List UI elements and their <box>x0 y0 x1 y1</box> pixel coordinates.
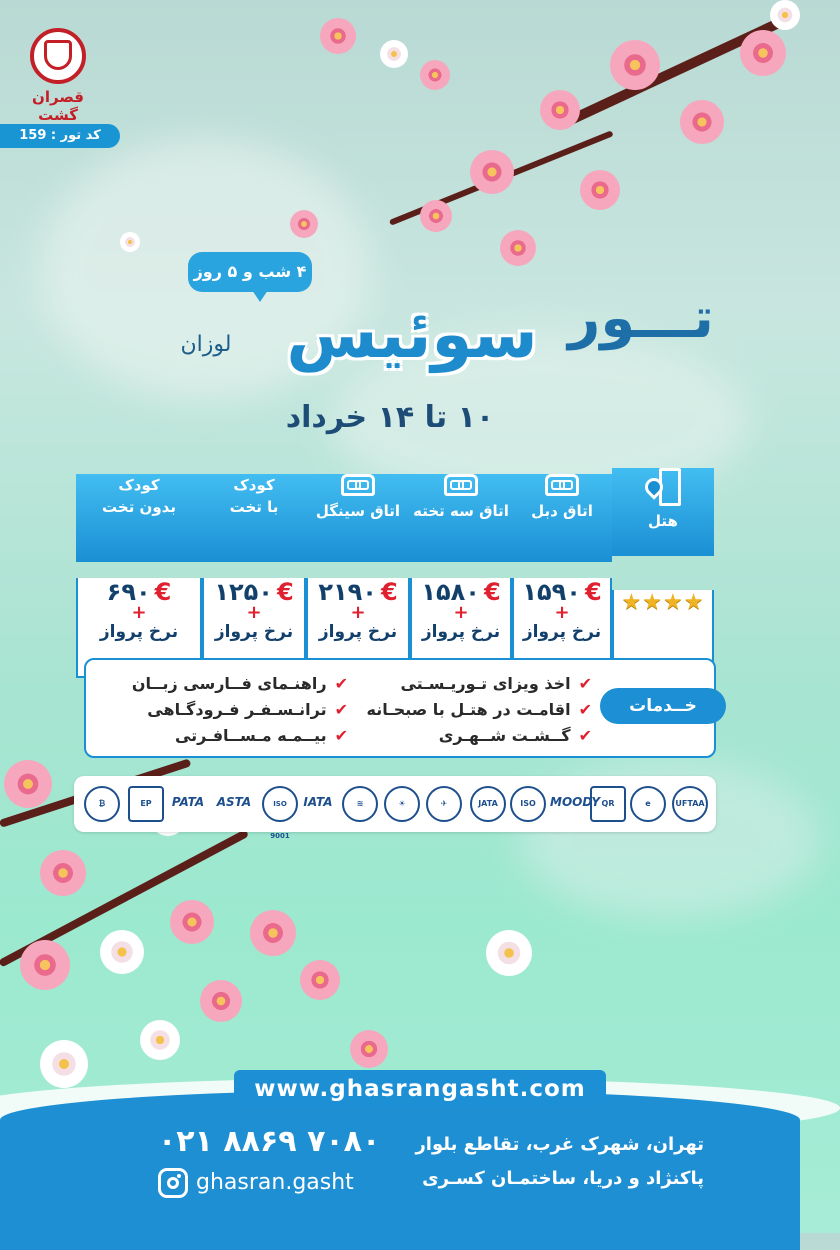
cherry-blossom <box>290 210 318 238</box>
cherry-blossom <box>320 18 356 54</box>
cherry-blossom <box>740 30 786 76</box>
cherry-blossom <box>486 930 532 976</box>
check-icon: ✔ <box>334 726 348 745</box>
price-value: ۱۵۸۰ € <box>421 578 501 606</box>
check-icon: ✔ <box>334 700 348 719</box>
check-icon: ✔ <box>578 726 592 745</box>
cherry-blossom <box>420 200 452 232</box>
cherry-blossom <box>380 40 408 68</box>
price-table <box>76 458 716 648</box>
room-title: کودک <box>233 476 275 494</box>
service-item: ✔راهنـمای فــارسی زبــان <box>131 674 348 693</box>
airline-logo: ✈ <box>426 786 462 822</box>
brand-name: قصران گشت <box>32 88 84 124</box>
flight-fare-note: نرخ پرواز <box>522 622 602 642</box>
cherry-blossom <box>250 910 296 956</box>
hotel-header-label: هتل <box>648 512 678 530</box>
uftaa-logo: UFTAA <box>672 786 708 822</box>
cherry-blossom <box>350 1030 388 1068</box>
room-title: کودک <box>118 476 160 494</box>
shield-icon <box>44 40 72 70</box>
association-logo: ☀ <box>384 786 420 822</box>
room-column-single <box>306 458 410 646</box>
cherry-blossom <box>500 230 536 266</box>
cherry-blossom <box>170 900 214 944</box>
cherry-blossom <box>4 760 52 808</box>
page-title: سوئیس <box>286 296 538 373</box>
affiliation-logos <box>74 776 716 840</box>
service-item: ✔گــشـت شــهـری <box>438 726 592 745</box>
asta-logo: ASTA <box>216 795 252 809</box>
iata-logo: IATA <box>303 795 333 809</box>
address-line-2: پاکنژاد و دریا، ساختمـان کسـری <box>422 1168 704 1189</box>
flight-fare-note: نرخ پرواز <box>421 622 501 642</box>
ministry-logo: ≋ <box>342 786 378 822</box>
room-column-child-with-bed <box>202 458 306 646</box>
services-label: خــدمات <box>600 688 726 724</box>
iso-9001-logo: ISO 9001 <box>262 786 298 822</box>
instagram-handle[interactable]: ghasran.gasht <box>196 1170 354 1195</box>
check-icon: ✔ <box>334 674 348 693</box>
brand-logo[interactable] <box>18 28 96 124</box>
flight-fare-note: نرخ پرواز <box>214 622 294 642</box>
check-icon: ✔ <box>578 700 592 719</box>
price-value: ۶۹۰ € <box>106 578 172 606</box>
cherry-blossom <box>120 232 140 252</box>
flight-fare-note: نرخ پرواز <box>99 622 179 642</box>
room-header <box>306 474 410 562</box>
price-value: ۱۲۵۰ € <box>214 578 294 606</box>
moody-logo: MOODY <box>550 795 601 809</box>
cherry-blossom <box>140 1020 180 1060</box>
room-title: اتاق سه تخته <box>413 502 509 520</box>
check-icon: ✔ <box>578 674 592 693</box>
iso-logo: ISO <box>510 786 546 822</box>
room-subtitle: بدون تخت <box>102 498 176 516</box>
plus-sign: + <box>350 602 366 623</box>
cherry-blossom <box>20 940 70 990</box>
jata-logo: JATA <box>470 786 506 822</box>
cherry-blossom <box>470 150 514 194</box>
price-value: ۱۵۹۰ € <box>522 578 602 606</box>
plus-sign: + <box>246 602 262 623</box>
room-column-double <box>512 458 612 646</box>
plus-sign: + <box>131 602 147 623</box>
cherry-blossom <box>420 60 450 90</box>
cherry-blossom <box>580 170 620 210</box>
cherry-blossom <box>770 0 800 30</box>
cherry-blossom <box>200 980 242 1022</box>
bed-icon <box>341 474 375 496</box>
pata-logo: PATA <box>171 795 205 809</box>
qr-logo: QR <box>590 786 626 822</box>
ep-logo: EP <box>128 786 164 822</box>
hotel-column <box>612 458 714 646</box>
cherry-blossom <box>40 1040 88 1088</box>
room-column-triple <box>410 458 512 646</box>
hotel-header <box>612 468 714 556</box>
service-item: ✔اخذ ویزای تـوریـسـتی <box>400 674 592 693</box>
duration-badge: ۴ شب و ۵ روز <box>188 252 312 292</box>
address <box>404 1128 704 1196</box>
cherry-blossom <box>40 850 86 896</box>
cherry-blossom <box>680 100 724 144</box>
tour-code-badge: کد تور : 159 <box>0 124 120 148</box>
price-value: ۲۱۹۰ € <box>318 578 398 606</box>
phone-number[interactable]: ۰۲۱ ۸۸۶۹ ۷۰۸۰ <box>158 1124 381 1159</box>
flight-fare-note: نرخ پرواز <box>318 622 398 642</box>
enamad-logo: e <box>630 786 666 822</box>
room-title: اتاق دبل <box>531 502 593 520</box>
room-title: اتاق سینگل <box>315 502 401 520</box>
instagram-icon <box>158 1168 188 1198</box>
room-header <box>512 474 612 562</box>
plus-sign: + <box>554 602 570 623</box>
hotel-location-icon <box>645 468 681 508</box>
room-subtitle: با تخت <box>229 498 279 516</box>
cherry-blossom <box>300 960 340 1000</box>
plus-sign: + <box>453 602 469 623</box>
title-tour-word: تـــور <box>568 286 714 351</box>
star-rating: ★★★★ <box>621 590 705 615</box>
room-header <box>202 474 306 562</box>
room-header <box>410 474 512 562</box>
tour-dates: ۱۰ تا ۱۴ خرداد <box>285 400 495 435</box>
room-column-child-without-bed <box>76 458 202 646</box>
service-item: ✔ترانـسـفـر فـرودگـاهی <box>147 700 348 719</box>
cherry-blossom <box>540 90 580 130</box>
address-line-1: تهران، شهرک غرب، تقاطع بلوار <box>415 1134 704 1155</box>
samandehi-logo: ₿ <box>84 786 120 822</box>
website-link[interactable]: www.ghasrangasht.com <box>234 1070 606 1108</box>
cherry-blossom <box>610 40 660 90</box>
room-header <box>76 474 202 562</box>
city-name: لوزان <box>180 332 232 357</box>
service-item: ✔بیــمـه مـســافـرتی <box>174 726 348 745</box>
bed-icon <box>444 474 478 496</box>
bed-icon <box>545 474 579 496</box>
cherry-blossom <box>100 930 144 974</box>
service-item: ✔اقامـت در هتـل با صبحـانه <box>366 700 592 719</box>
